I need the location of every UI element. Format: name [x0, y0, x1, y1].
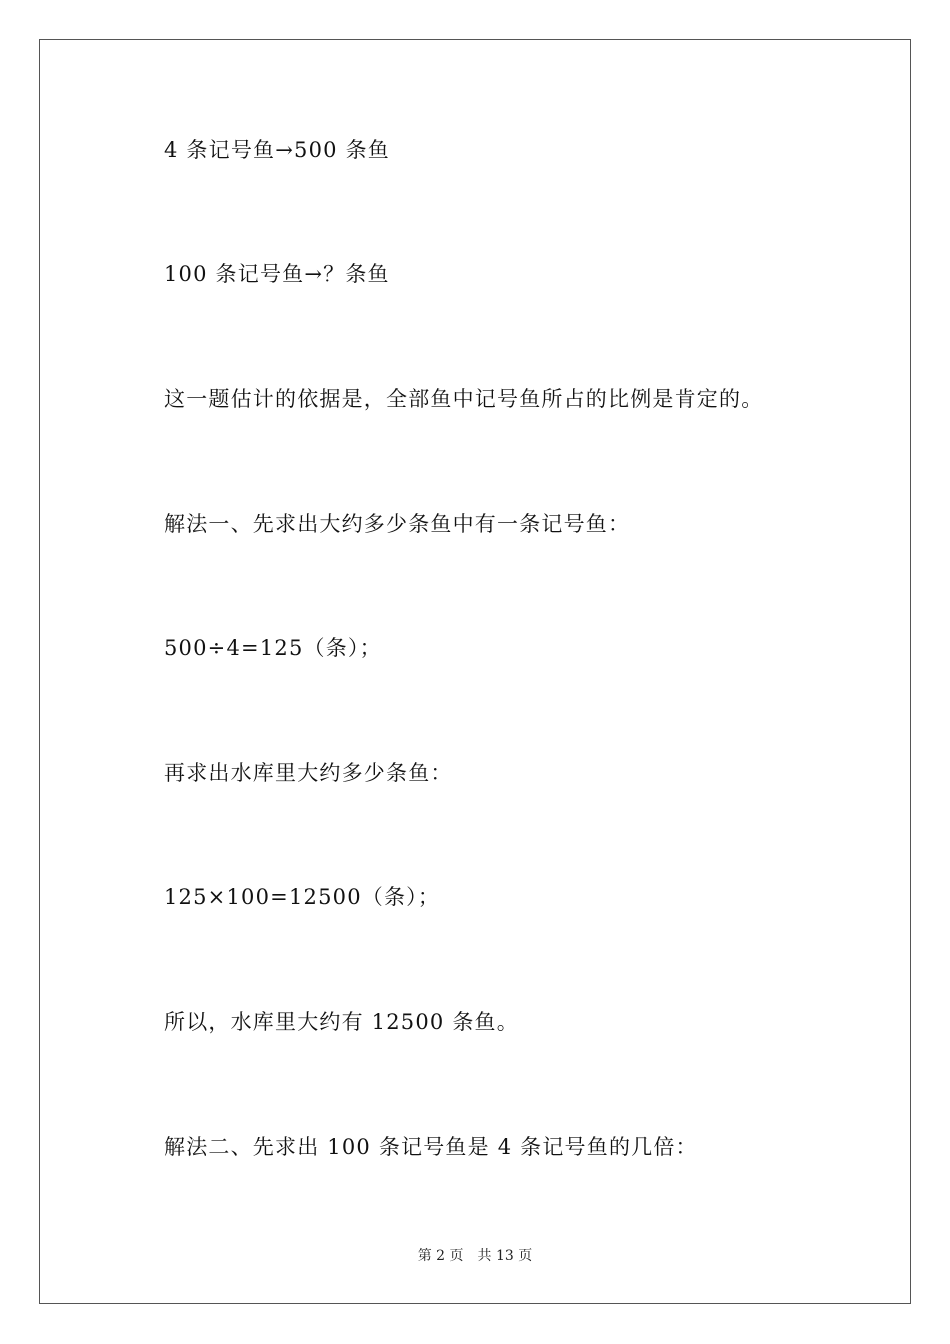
text-line-8: 所以，水库里大约有 12500 条鱼。	[164, 1010, 519, 1034]
text-line-9: 解法二、先求出 100 条记号鱼是 4 条记号鱼的几倍：	[164, 1135, 698, 1159]
text-line-5: 500÷4=125（条）；	[164, 636, 382, 660]
text-line-4: 解法一、先求出大约多少条鱼中有一条记号鱼：	[164, 512, 631, 536]
text-line-7: 125×100=12500（条）；	[164, 885, 441, 909]
text-line-2: 100 条记号鱼→？条鱼	[164, 262, 390, 286]
text-line-3: 这一题估计的依据是，全部鱼中记号鱼所占的比例是肯定的。	[164, 387, 764, 411]
page-number: 第 2 页	[417, 1248, 464, 1264]
page-frame	[39, 39, 911, 1304]
page-total: 共 13 页	[477, 1248, 533, 1264]
page-footer	[0, 1246, 950, 1266]
text-line-1: 4 条记号鱼→500 条鱼	[164, 138, 390, 162]
text-line-6: 再求出水库里大约多少条鱼：	[164, 761, 453, 785]
